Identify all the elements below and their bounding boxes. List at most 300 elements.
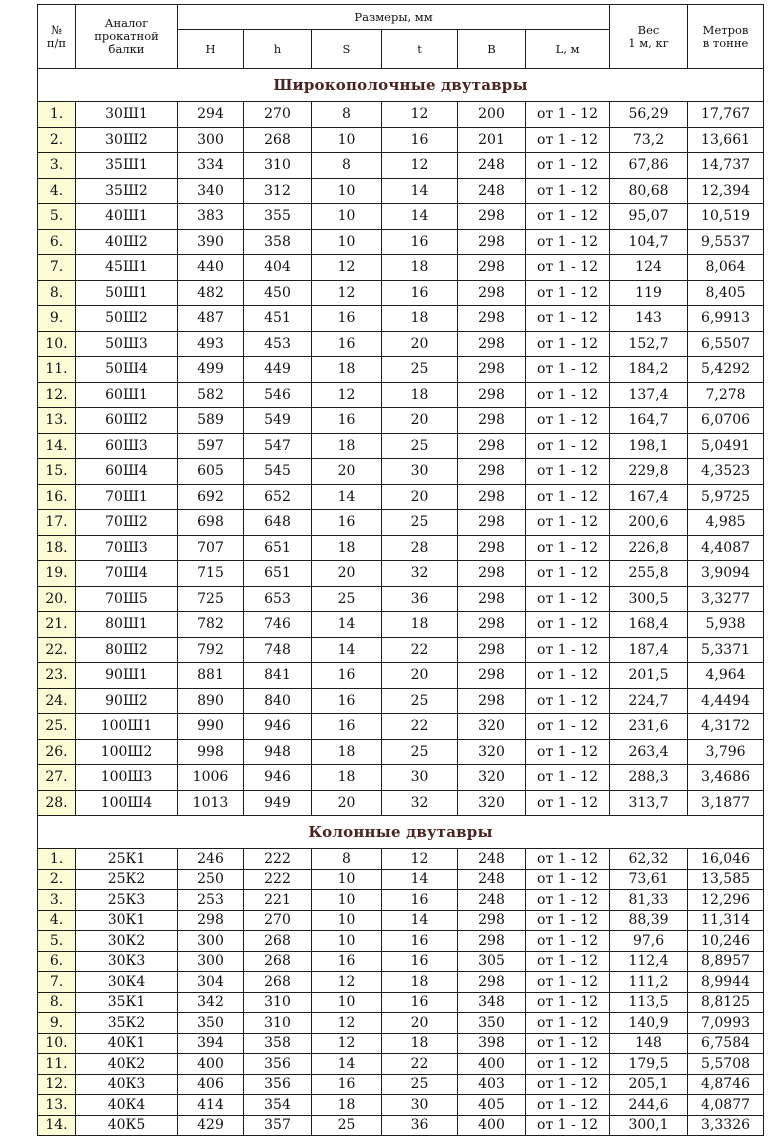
cell-H: 482 [178,280,244,306]
cell-h: 268 [244,127,312,153]
cell-analog: 70Ш1 [76,484,178,510]
cell-L: от 1 - 12 [526,280,610,306]
cell-B: 298 [458,561,526,587]
cell-meters-per-ton: 3,1877 [688,790,764,816]
cell-row-number: 21. [38,612,76,638]
table-row [38,510,764,536]
cell-meters-per-ton: 8,8957 [688,951,764,972]
cell-meters-per-ton: 11,314 [688,910,764,931]
cell-L: от 1 - 12 [526,951,610,972]
cell-row-number: 13. [38,408,76,434]
cell-H: 582 [178,382,244,408]
cell-t: 36 [382,1115,458,1136]
cell-H: 881 [178,663,244,689]
cell-h: 651 [244,561,312,587]
cell-H: 707 [178,535,244,561]
cell-t: 30 [382,459,458,485]
cell-h: 310 [244,153,312,179]
cell-row-number: 6. [38,229,76,255]
cell-meters-per-ton: 4,8746 [688,1074,764,1095]
cell-meters-per-ton: 13,661 [688,127,764,153]
cell-H: 890 [178,688,244,714]
cell-H: 334 [178,153,244,179]
table-row [38,127,764,153]
cell-B: 298 [458,229,526,255]
cell-analog: 50Ш1 [76,280,178,306]
cell-row-number: 4. [38,178,76,204]
cell-B: 298 [458,535,526,561]
cell-analog: 30К4 [76,972,178,993]
table-row [38,714,764,740]
cell-H: 692 [178,484,244,510]
cell-H: 300 [178,951,244,972]
cell-h: 310 [244,1013,312,1034]
cell-S: 12 [312,1013,382,1034]
cell-L: от 1 - 12 [526,612,610,638]
table-row [38,229,764,255]
cell-h: 268 [244,972,312,993]
cell-analog: 100Ш1 [76,714,178,740]
cell-S: 18 [312,433,382,459]
table-row [38,637,764,663]
cell-h: 270 [244,910,312,931]
cell-S: 10 [312,178,382,204]
cell-S: 8 [312,102,382,128]
cell-L: от 1 - 12 [526,484,610,510]
cell-L: от 1 - 12 [526,663,610,689]
cell-H: 246 [178,849,244,870]
cell-t: 14 [382,910,458,931]
cell-h: 222 [244,849,312,870]
cell-t: 16 [382,931,458,952]
cell-L: от 1 - 12 [526,586,610,612]
table-row [38,1033,764,1054]
cell-meters-per-ton: 13,585 [688,869,764,890]
cell-S: 25 [312,586,382,612]
table-row [38,1115,764,1136]
cell-analog: 50Ш4 [76,357,178,383]
cell-meters-per-ton: 5,938 [688,612,764,638]
cell-H: 605 [178,459,244,485]
cell-weight: 263,4 [610,739,688,765]
cell-S: 16 [312,408,382,434]
cell-weight: 167,4 [610,484,688,510]
cell-t: 20 [382,484,458,510]
table-row [38,280,764,306]
cell-H: 493 [178,331,244,357]
cell-L: от 1 - 12 [526,459,610,485]
cell-B: 350 [458,1013,526,1034]
cell-weight: 119 [610,280,688,306]
cell-h: 357 [244,1115,312,1136]
cell-analog: 40К3 [76,1074,178,1095]
cell-analog: 30К2 [76,931,178,952]
cell-B: 400 [458,1115,526,1136]
cell-H: 589 [178,408,244,434]
table-row [38,951,764,972]
cell-row-number: 5. [38,931,76,952]
cell-row-number: 14. [38,1115,76,1136]
cell-row-number: 10. [38,331,76,357]
cell-L: от 1 - 12 [526,229,610,255]
cell-H: 300 [178,931,244,952]
table-header [38,5,764,69]
cell-L: от 1 - 12 [526,306,610,332]
cell-S: 20 [312,561,382,587]
cell-S: 14 [312,612,382,638]
cell-L: от 1 - 12 [526,1054,610,1075]
cell-B: 248 [458,890,526,911]
cell-row-number: 3. [38,890,76,911]
cell-L: от 1 - 12 [526,910,610,931]
table-row [38,306,764,332]
cell-meters-per-ton: 4,4494 [688,688,764,714]
cell-L: от 1 - 12 [526,510,610,536]
table-row [38,1074,764,1095]
cell-L: от 1 - 12 [526,890,610,911]
cell-weight: 97,6 [610,931,688,952]
cell-analog: 100Ш4 [76,790,178,816]
cell-analog: 30К1 [76,910,178,931]
cell-row-number: 7. [38,255,76,281]
cell-h: 748 [244,637,312,663]
cell-t: 25 [382,357,458,383]
cell-B: 298 [458,306,526,332]
header-analog: Аналог прокатной балки [76,5,178,69]
cell-row-number: 27. [38,765,76,791]
cell-weight: 244,6 [610,1095,688,1116]
cell-row-number: 1. [38,102,76,128]
cell-L: от 1 - 12 [526,127,610,153]
cell-L: от 1 - 12 [526,1115,610,1136]
cell-t: 20 [382,663,458,689]
cell-meters-per-ton: 4,4087 [688,535,764,561]
cell-row-number: 8. [38,280,76,306]
cell-t: 25 [382,510,458,536]
table-row [38,765,764,791]
cell-B: 298 [458,433,526,459]
cell-analog: 50Ш3 [76,331,178,357]
cell-L: от 1 - 12 [526,739,610,765]
cell-row-number: 2. [38,127,76,153]
cell-analog: 40К2 [76,1054,178,1075]
cell-weight: 255,8 [610,561,688,587]
cell-t: 16 [382,951,458,972]
cell-B: 403 [458,1074,526,1095]
cell-meters-per-ton: 8,9944 [688,972,764,993]
cell-weight: 164,7 [610,408,688,434]
cell-h: 652 [244,484,312,510]
cell-weight: 56,29 [610,102,688,128]
cell-row-number: 18. [38,535,76,561]
cell-L: от 1 - 12 [526,992,610,1013]
section-row [38,816,764,849]
cell-H: 698 [178,510,244,536]
cell-S: 18 [312,739,382,765]
cell-t: 16 [382,127,458,153]
cell-h: 946 [244,765,312,791]
cell-meters-per-ton: 4,964 [688,663,764,689]
cell-H: 998 [178,739,244,765]
cell-analog: 60Ш4 [76,459,178,485]
cell-S: 12 [312,972,382,993]
cell-analog: 30Ш2 [76,127,178,153]
cell-t: 30 [382,1095,458,1116]
cell-row-number: 4. [38,910,76,931]
cell-H: 1006 [178,765,244,791]
cell-h: 840 [244,688,312,714]
cell-B: 398 [458,1033,526,1054]
cell-analog: 40К1 [76,1033,178,1054]
cell-H: 499 [178,357,244,383]
cell-row-number: 11. [38,1054,76,1075]
table-row [38,484,764,510]
cell-row-number: 28. [38,790,76,816]
cell-weight: 113,5 [610,992,688,1013]
cell-meters-per-ton: 10,246 [688,931,764,952]
cell-t: 20 [382,331,458,357]
cell-meters-per-ton: 6,9913 [688,306,764,332]
cell-weight: 300,1 [610,1115,688,1136]
cell-meters-per-ton: 3,4686 [688,765,764,791]
cell-t: 18 [382,1033,458,1054]
cell-weight: 104,7 [610,229,688,255]
cell-h: 746 [244,612,312,638]
cell-analog: 30Ш1 [76,102,178,128]
cell-weight: 112,4 [610,951,688,972]
table-row [38,433,764,459]
cell-meters-per-ton: 4,985 [688,510,764,536]
cell-L: от 1 - 12 [526,688,610,714]
cell-row-number: 6. [38,951,76,972]
cell-S: 16 [312,714,382,740]
cell-B: 298 [458,331,526,357]
cell-B: 298 [458,204,526,230]
cell-analog: 70Ш4 [76,561,178,587]
cell-h: 841 [244,663,312,689]
cell-weight: 73,2 [610,127,688,153]
cell-H: 300 [178,127,244,153]
cell-t: 32 [382,790,458,816]
cell-S: 18 [312,765,382,791]
cell-weight: 231,6 [610,714,688,740]
table-row [38,931,764,952]
cell-H: 298 [178,910,244,931]
table-row [38,790,764,816]
cell-weight: 124 [610,255,688,281]
cell-H: 304 [178,972,244,993]
cell-analog: 100Ш2 [76,739,178,765]
cell-analog: 60Ш2 [76,408,178,434]
cell-row-number: 12. [38,1074,76,1095]
cell-weight: 200,6 [610,510,688,536]
cell-L: от 1 - 12 [526,972,610,993]
cell-analog: 40К4 [76,1095,178,1116]
cell-t: 16 [382,992,458,1013]
cell-B: 298 [458,280,526,306]
cell-t: 18 [382,306,458,332]
table-row [38,849,764,870]
cell-S: 10 [312,931,382,952]
cell-analog: 35Ш2 [76,178,178,204]
cell-h: 949 [244,790,312,816]
cell-meters-per-ton: 10,519 [688,204,764,230]
cell-B: 298 [458,910,526,931]
cell-L: от 1 - 12 [526,408,610,434]
cell-H: 394 [178,1033,244,1054]
cell-S: 25 [312,1115,382,1136]
cell-analog: 35К1 [76,992,178,1013]
cell-meters-per-ton: 6,0706 [688,408,764,434]
cell-meters-per-ton: 8,405 [688,280,764,306]
cell-row-number: 7. [38,972,76,993]
cell-meters-per-ton: 4,3172 [688,714,764,740]
table-row [38,992,764,1013]
cell-S: 10 [312,229,382,255]
cell-h: 404 [244,255,312,281]
cell-B: 305 [458,951,526,972]
cell-analog: 25К1 [76,849,178,870]
cell-meters-per-ton: 5,4292 [688,357,764,383]
cell-analog: 90Ш2 [76,688,178,714]
cell-meters-per-ton: 3,3277 [688,586,764,612]
cell-h: 268 [244,931,312,952]
cell-t: 16 [382,280,458,306]
cell-row-number: 2. [38,869,76,890]
cell-t: 30 [382,765,458,791]
cell-t: 12 [382,849,458,870]
cell-analog: 80Ш1 [76,612,178,638]
cell-H: 350 [178,1013,244,1034]
cell-L: от 1 - 12 [526,1095,610,1116]
cell-h: 948 [244,739,312,765]
header-B: B [458,30,526,69]
cell-H: 390 [178,229,244,255]
cell-h: 547 [244,433,312,459]
cell-S: 18 [312,357,382,383]
cell-B: 298 [458,637,526,663]
cell-h: 355 [244,204,312,230]
cell-B: 298 [458,408,526,434]
cell-S: 10 [312,992,382,1013]
cell-h: 549 [244,408,312,434]
cell-weight: 198,1 [610,433,688,459]
cell-h: 312 [244,178,312,204]
header-dimensions: Размеры, мм [178,5,610,30]
cell-B: 405 [458,1095,526,1116]
cell-meters-per-ton: 4,0877 [688,1095,764,1116]
cell-weight: 152,7 [610,331,688,357]
cell-B: 320 [458,739,526,765]
cell-row-number: 22. [38,637,76,663]
cell-t: 14 [382,178,458,204]
cell-S: 20 [312,790,382,816]
table-row [38,153,764,179]
cell-L: от 1 - 12 [526,535,610,561]
cell-row-number: 3. [38,153,76,179]
cell-S: 14 [312,484,382,510]
cell-analog: 45Ш1 [76,255,178,281]
cell-row-number: 9. [38,306,76,332]
cell-S: 16 [312,663,382,689]
cell-H: 406 [178,1074,244,1095]
cell-h: 268 [244,951,312,972]
cell-t: 16 [382,890,458,911]
cell-h: 356 [244,1054,312,1075]
cell-S: 16 [312,510,382,536]
cell-analog: 40Ш1 [76,204,178,230]
table-row [38,408,764,434]
cell-L: от 1 - 12 [526,869,610,890]
table-row [38,204,764,230]
cell-row-number: 23. [38,663,76,689]
cell-weight: 148 [610,1033,688,1054]
cell-weight: 300,5 [610,586,688,612]
cell-h: 354 [244,1095,312,1116]
cell-B: 248 [458,153,526,179]
cell-L: от 1 - 12 [526,849,610,870]
cell-t: 16 [382,229,458,255]
cell-L: от 1 - 12 [526,178,610,204]
table-row [38,612,764,638]
cell-H: 1013 [178,790,244,816]
cell-analog: 60Ш3 [76,433,178,459]
header-L: L, м [526,30,610,69]
cell-H: 294 [178,102,244,128]
cell-meters-per-ton: 5,3371 [688,637,764,663]
cell-H: 342 [178,992,244,1013]
cell-meters-per-ton: 3,3326 [688,1115,764,1136]
table-row [38,890,764,911]
cell-L: от 1 - 12 [526,1013,610,1034]
cell-h: 453 [244,331,312,357]
cell-t: 25 [382,739,458,765]
cell-analog: 60Ш1 [76,382,178,408]
cell-meters-per-ton: 14,737 [688,153,764,179]
cell-meters-per-ton: 3,796 [688,739,764,765]
cell-L: от 1 - 12 [526,204,610,230]
cell-B: 320 [458,765,526,791]
cell-t: 32 [382,561,458,587]
cell-analog: 50Ш2 [76,306,178,332]
cell-H: 715 [178,561,244,587]
cell-L: от 1 - 12 [526,153,610,179]
cell-B: 298 [458,510,526,536]
cell-L: от 1 - 12 [526,1033,610,1054]
cell-L: от 1 - 12 [526,790,610,816]
cell-B: 348 [458,992,526,1013]
cell-h: 546 [244,382,312,408]
cell-B: 201 [458,127,526,153]
cell-weight: 168,4 [610,612,688,638]
cell-t: 22 [382,714,458,740]
cell-L: от 1 - 12 [526,433,610,459]
cell-H: 792 [178,637,244,663]
cell-weight: 137,4 [610,382,688,408]
cell-meters-per-ton: 17,767 [688,102,764,128]
cell-B: 298 [458,586,526,612]
cell-S: 14 [312,1054,382,1075]
cell-row-number: 20. [38,586,76,612]
cell-meters-per-ton: 16,046 [688,849,764,870]
cell-analog: 70Ш3 [76,535,178,561]
cell-analog: 30К3 [76,951,178,972]
cell-L: от 1 - 12 [526,637,610,663]
cell-H: 440 [178,255,244,281]
cell-t: 14 [382,204,458,230]
cell-weight: 95,07 [610,204,688,230]
cell-h: 270 [244,102,312,128]
